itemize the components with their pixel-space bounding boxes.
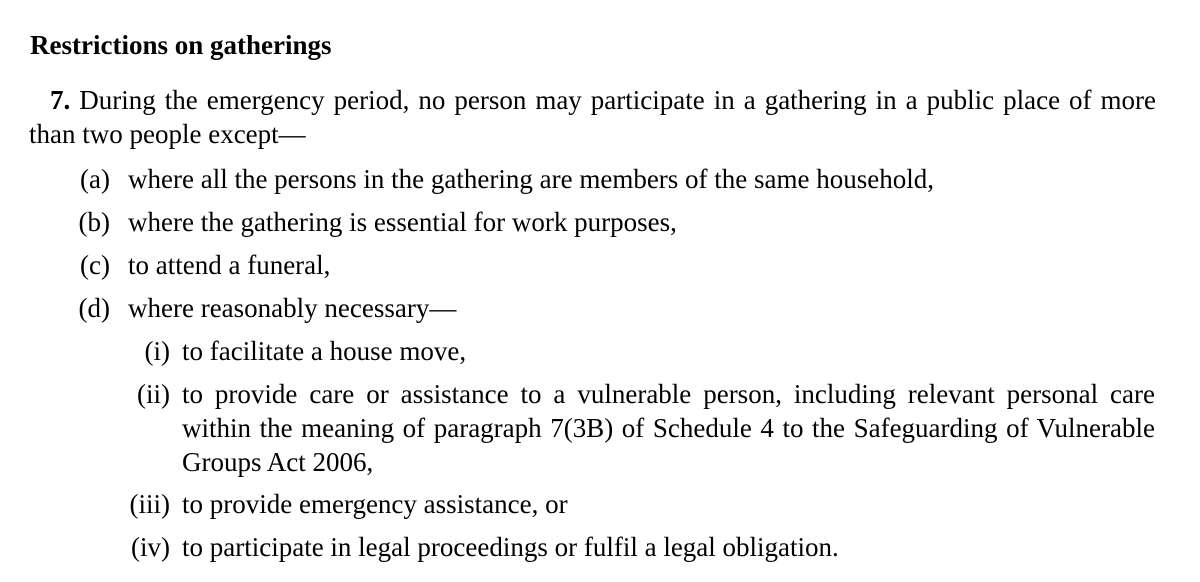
paragraph-text: During the emergency period, no person may participate in a gathering in a public place of more than two people except— (29, 85, 1157, 149)
subitem-label: (ii) (137, 379, 170, 409)
list-item-c (0, 248, 1200, 282)
list-subitem-iii (0, 487, 1200, 521)
item-text: to attend a funeral, (128, 250, 331, 280)
paragraph-number: 7. (50, 85, 71, 115)
list-item-d (0, 291, 1200, 325)
list-subitem-iv (0, 530, 1200, 564)
item-label: (b) (78, 207, 110, 237)
subitem-label: (i) (144, 336, 170, 366)
item-text: where reasonably necessary— (128, 293, 457, 323)
item-label: (d) (78, 293, 110, 323)
subitem-text: to provide emergency assistance, or (182, 489, 568, 519)
subitem-text: to facilitate a house move, (182, 336, 467, 366)
list-item-a (0, 162, 1200, 196)
subitem-text: to provide care or assistance to a vulnerable person, including relevant personal care within the meaning of paragraph 7(3B) of Schedule 4 to the Safeguarding of Vulnerable Groups Act 2006, (182, 379, 1155, 477)
item-text: where all the persons in the gathering are members of the same household, (128, 164, 934, 194)
paragraph-7 (29, 83, 1156, 151)
subitem-label: (iv) (131, 532, 170, 562)
item-label: (c) (80, 250, 110, 280)
list-item-b (0, 205, 1200, 239)
subitem-text: to participate in legal proceedings or fulfil a legal obligation. (182, 532, 839, 562)
subitem-label: (iii) (129, 489, 170, 519)
list-subitem-i (0, 334, 1200, 368)
item-text: where the gathering is essential for work purposes, (128, 207, 677, 237)
item-label: (a) (80, 164, 110, 194)
section-heading: Restrictions on gatherings (30, 30, 332, 60)
list-subitem-ii (0, 377, 1200, 479)
